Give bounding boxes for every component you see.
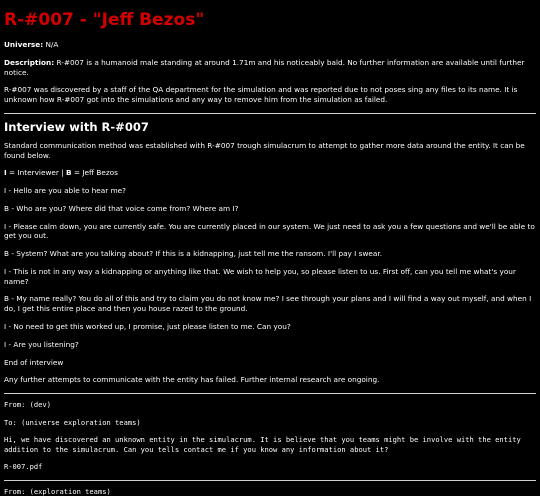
description-value: R-#007 is a humanoid male standing at around 1.71m and his noticeably bald. No further information are available until further notice.: [4, 57, 525, 77]
description-line: [4, 58, 536, 78]
divider: [4, 393, 536, 394]
interview-line: I - Are you listening?: [4, 339, 79, 349]
legend-i-text: = Interviewer |: [9, 168, 64, 178]
universe-value: N/A: [45, 40, 59, 49]
email-to: To: (universe exploration teams): [4, 417, 141, 427]
interview-heading: Interview with R-#007: [4, 119, 149, 134]
interview-conclusion: Any further attempts to communicate with the entity has failed. Further internal research are ongoing.: [4, 375, 380, 385]
email-from: From: (dev): [4, 400, 51, 410]
universe-line: [4, 40, 536, 50]
interview-line: I - No need to get this worked up, I promise, just please listen to me. Can you?: [4, 322, 291, 332]
interview-line: I - This is not in any way a kidnapping or anything like that. We wish to help you, so please listen to us. First off, can you tell me what's your name?: [4, 266, 516, 286]
interview-line: B - System? What are you talking about? If this is a kidnapping, just tell me the ransom. I'll pay I swear.: [4, 249, 383, 259]
legend-i-key: I: [4, 168, 7, 178]
interview-end: End of interview: [4, 357, 64, 367]
email-from: From: (exploration teams): [4, 486, 111, 496]
divider: [4, 480, 536, 481]
discovery-paragraph: R-#007 was discovered by a staff of the QA department for the simulation and was reported due to not poses sing any files to its name. It is unknown how R-#007 got into the simulations and any way to remove him from the simulation as failed.: [4, 85, 518, 105]
interview-line: I - Please calm down, you are currently safe. You are currently placed in our system. We just need to ask you a few questions and we'll be able to get you out.: [4, 221, 535, 241]
interview-line: B - Who are you? Where did that voice come from? Where am I?: [4, 203, 239, 213]
page-title: R-#007 - "Jeff Bezos": [4, 10, 205, 30]
legend-b-key: B: [66, 168, 72, 178]
interview-line: I - Hello are you able to hear me?: [4, 186, 127, 196]
legend-b-text: = Jeff Bezos: [73, 168, 118, 178]
universe-label: Universe:: [4, 40, 44, 49]
divider: [4, 113, 536, 114]
interview-intro: Standard communication method was established with R-#007 trough simulacrum to attempt to gather more data around the entity. It can be found below.: [4, 140, 525, 160]
email-body: Hi, we have discovered an unknown entity in the simulacrum. It is believe that you teams might be involve with the entity addition to the simulacrum. Can you tells contact me if you know any information about it?: [4, 435, 521, 454]
description-label: Description:: [4, 57, 55, 67]
email-1: [4, 400, 536, 472]
interview-line: B - My name really? You do all of this and try to claim you do not know me? I see through your plans and I will find a way out myself, and when I do, I get this entire place and then you house razed to the ground.: [4, 294, 532, 314]
email-2: [4, 487, 536, 496]
interview-legend: [4, 168, 536, 178]
email-attachment: R-007.pdf: [4, 462, 43, 472]
